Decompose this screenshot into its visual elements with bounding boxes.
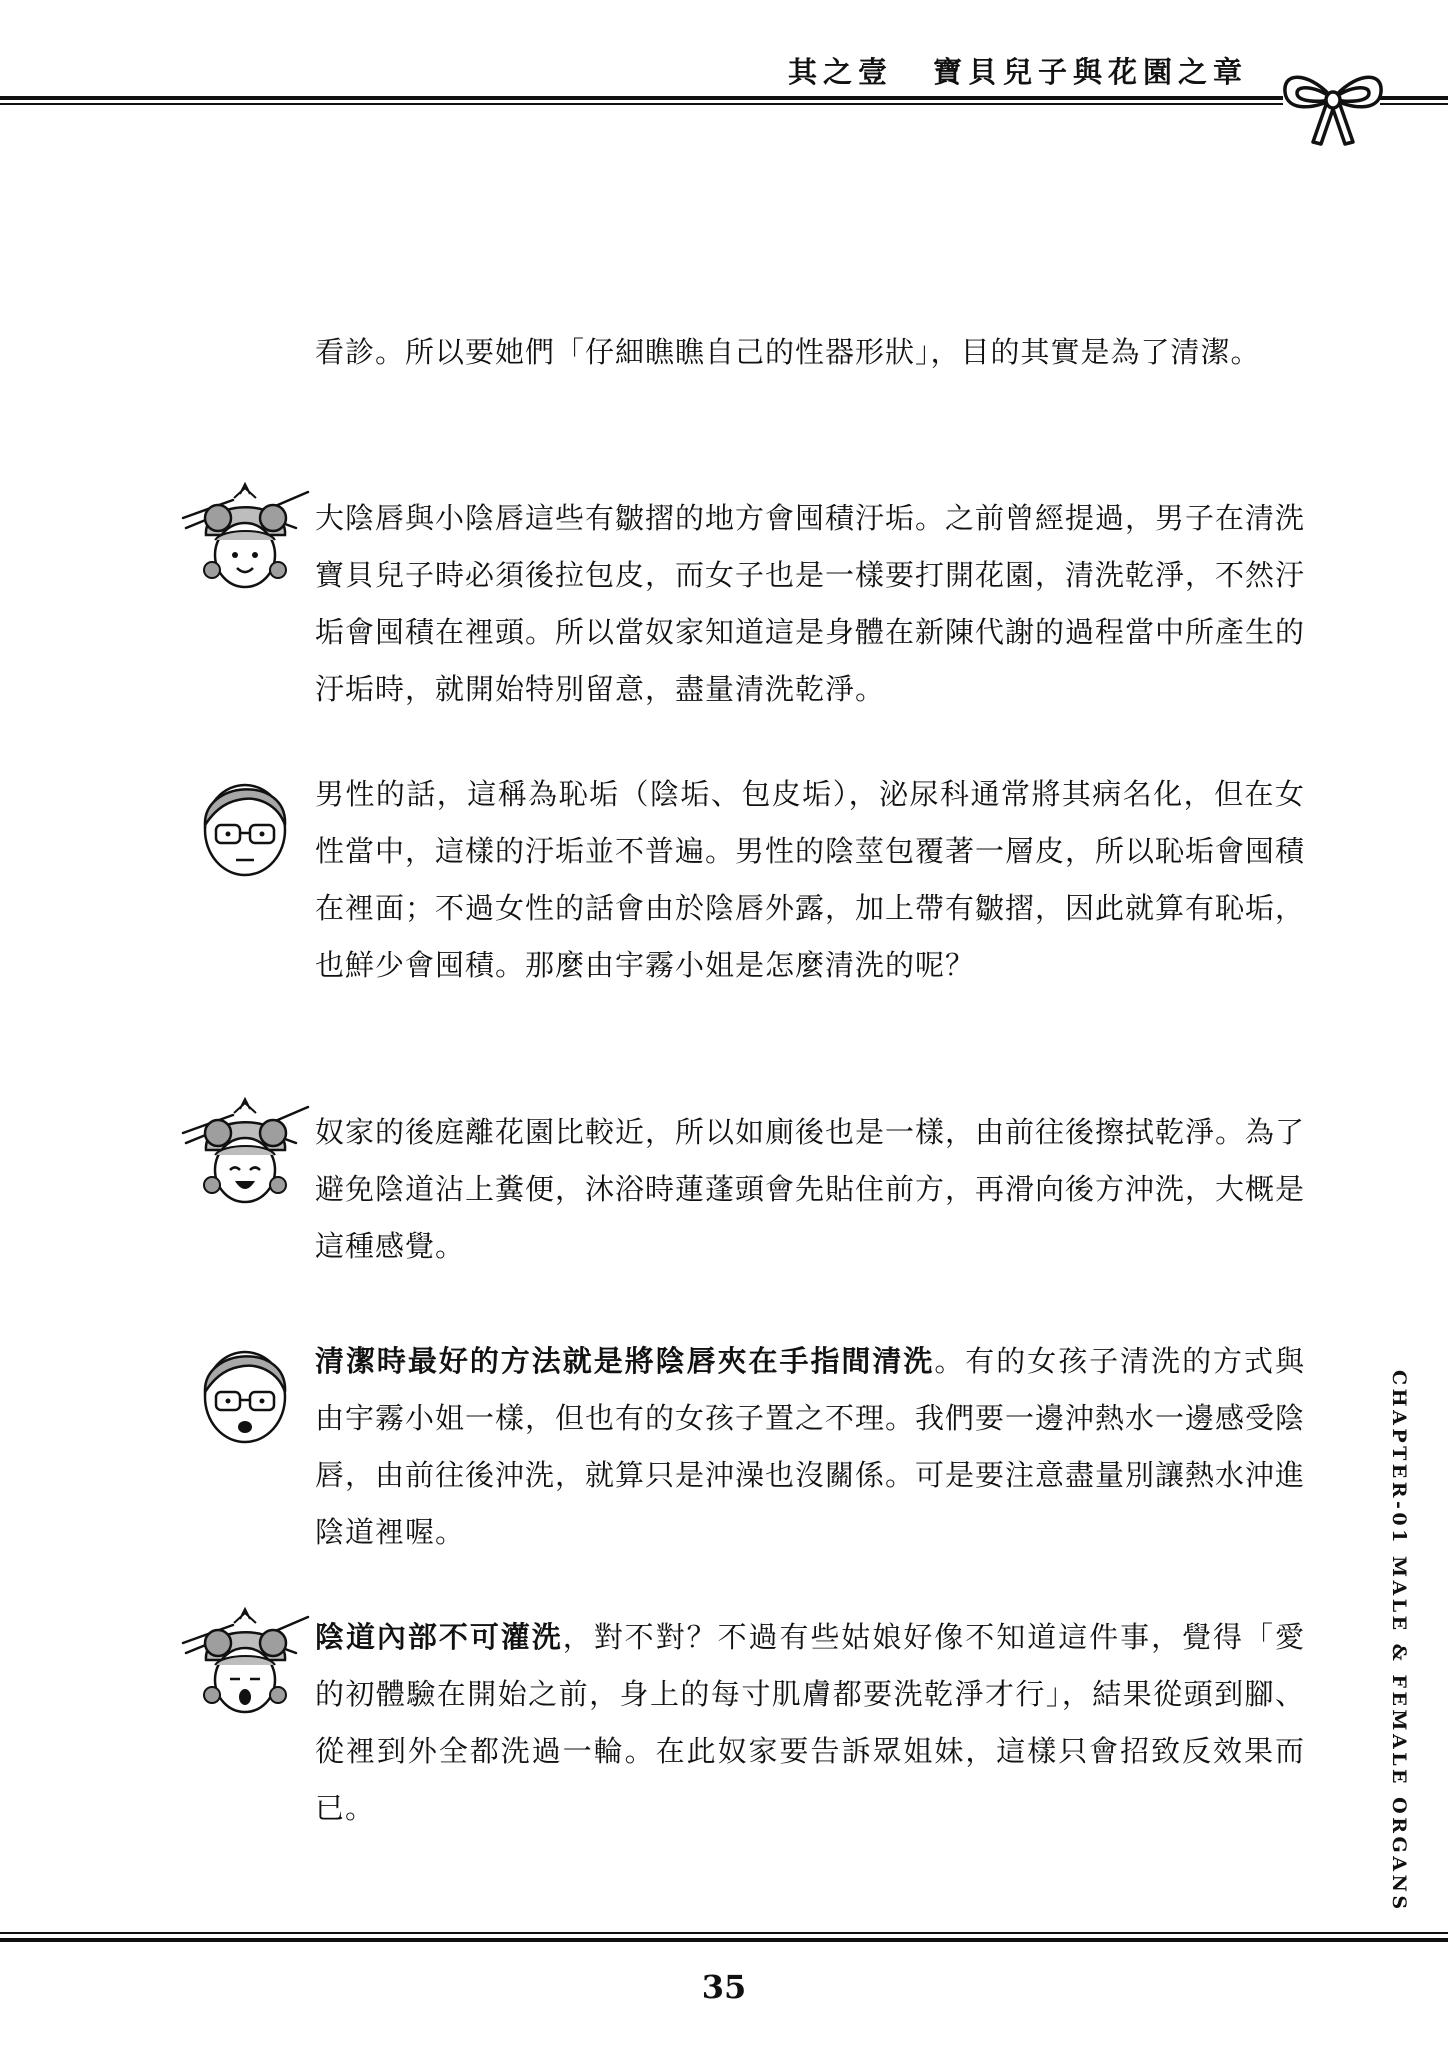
footer-rule xyxy=(0,1938,1448,1942)
running-header xyxy=(788,50,1248,91)
geisha-avatar-icon xyxy=(178,1605,313,1725)
body-paragraph-3: 男性的話，這稱為恥垢（陰垢、包皮垢），泌尿科通常將其病名化，但在女性當中，這樣的汙垢並不普遍。男性的陰莖包覆著一層皮，所以恥垢會囤積在裡面；不過女性的話會由於陰唇外露，加上帶有皺摺，因此就算有恥垢，也鮮少會囤積。那麼由宇霧小姐是怎麼清洗的呢？ xyxy=(315,777,1306,982)
footer-rule-thin xyxy=(0,1932,1448,1934)
emphasis-text: 清潔時最好的方法就是將陰唇夾在手指間清洗 xyxy=(315,1344,935,1378)
chapter-label: 其之壹 xyxy=(787,55,893,89)
header-rule-thin xyxy=(0,103,1283,105)
geisha-avatar-icon xyxy=(178,480,313,600)
doctor-avatar-icon xyxy=(178,765,313,885)
paragraph-text: ，對不對？不過有些姑娘好像不知道這件事，覺得「愛的初體驗在開始之前，身上的每寸肌膚都要洗乾淨才行」，結果從頭到腳、從裡到外全都洗過一輪。在此奴家要告訴眾姐妹，這樣只會招致反效果而已。 xyxy=(315,1620,1305,1825)
header-rule xyxy=(0,96,1283,100)
ribbon-bow-icon xyxy=(1273,54,1393,149)
chapter-side-label: CHAPTER-01 MALE & FEMALE ORGANS xyxy=(1388,1370,1410,1913)
geisha-avatar-icon xyxy=(178,1095,313,1215)
body-paragraph-5 xyxy=(315,1333,1305,1561)
paragraph-text: 。有的女孩子清洗的方式與由宇霧小姐一樣，但也有的女孩子置之不理。我們要一邊沖熱水一邊感受陰唇，由前往後沖洗，就算只是沖澡也沒關係。可是要注意盡量別讓熱水沖進陰道裡喔。 xyxy=(315,1344,1306,1549)
doctor-avatar-icon xyxy=(178,1332,313,1452)
page-number: 35 xyxy=(701,1968,747,2006)
emphasis-text: 陰道內部不可灌洗 xyxy=(315,1620,563,1654)
body-paragraph-6 xyxy=(315,1609,1305,1837)
body-paragraph-4: 奴家的後庭離花園比較近，所以如廁後也是一樣，由前往後擦拭乾淨。為了避免陰道沾上糞便，沐浴時蓮蓬頭會先貼住前方，再滑向後方沖洗，大概是這種感覺。 xyxy=(315,1115,1306,1263)
body-paragraph-2: 大陰唇與小陰唇這些有皺摺的地方會囤積汙垢。之前曾經提過，男子在清洗寶貝兒子時必須後拉包皮，而女子也是一樣要打開花園，清洗乾淨，不然汙垢會囤積在裡頭。所以當奴家知道這是身體在新陳代謝的過程當中所產生的汙垢時，就開始特別留意，盡量清洗乾淨。 xyxy=(315,501,1306,706)
body-paragraph-1: 看診。所以要她們「仔細瞧瞧自己的性器形狀」，目的其實是為了清潔。 xyxy=(315,335,1261,369)
chapter-title: 寶貝兒子與花園之章 xyxy=(932,55,1248,89)
